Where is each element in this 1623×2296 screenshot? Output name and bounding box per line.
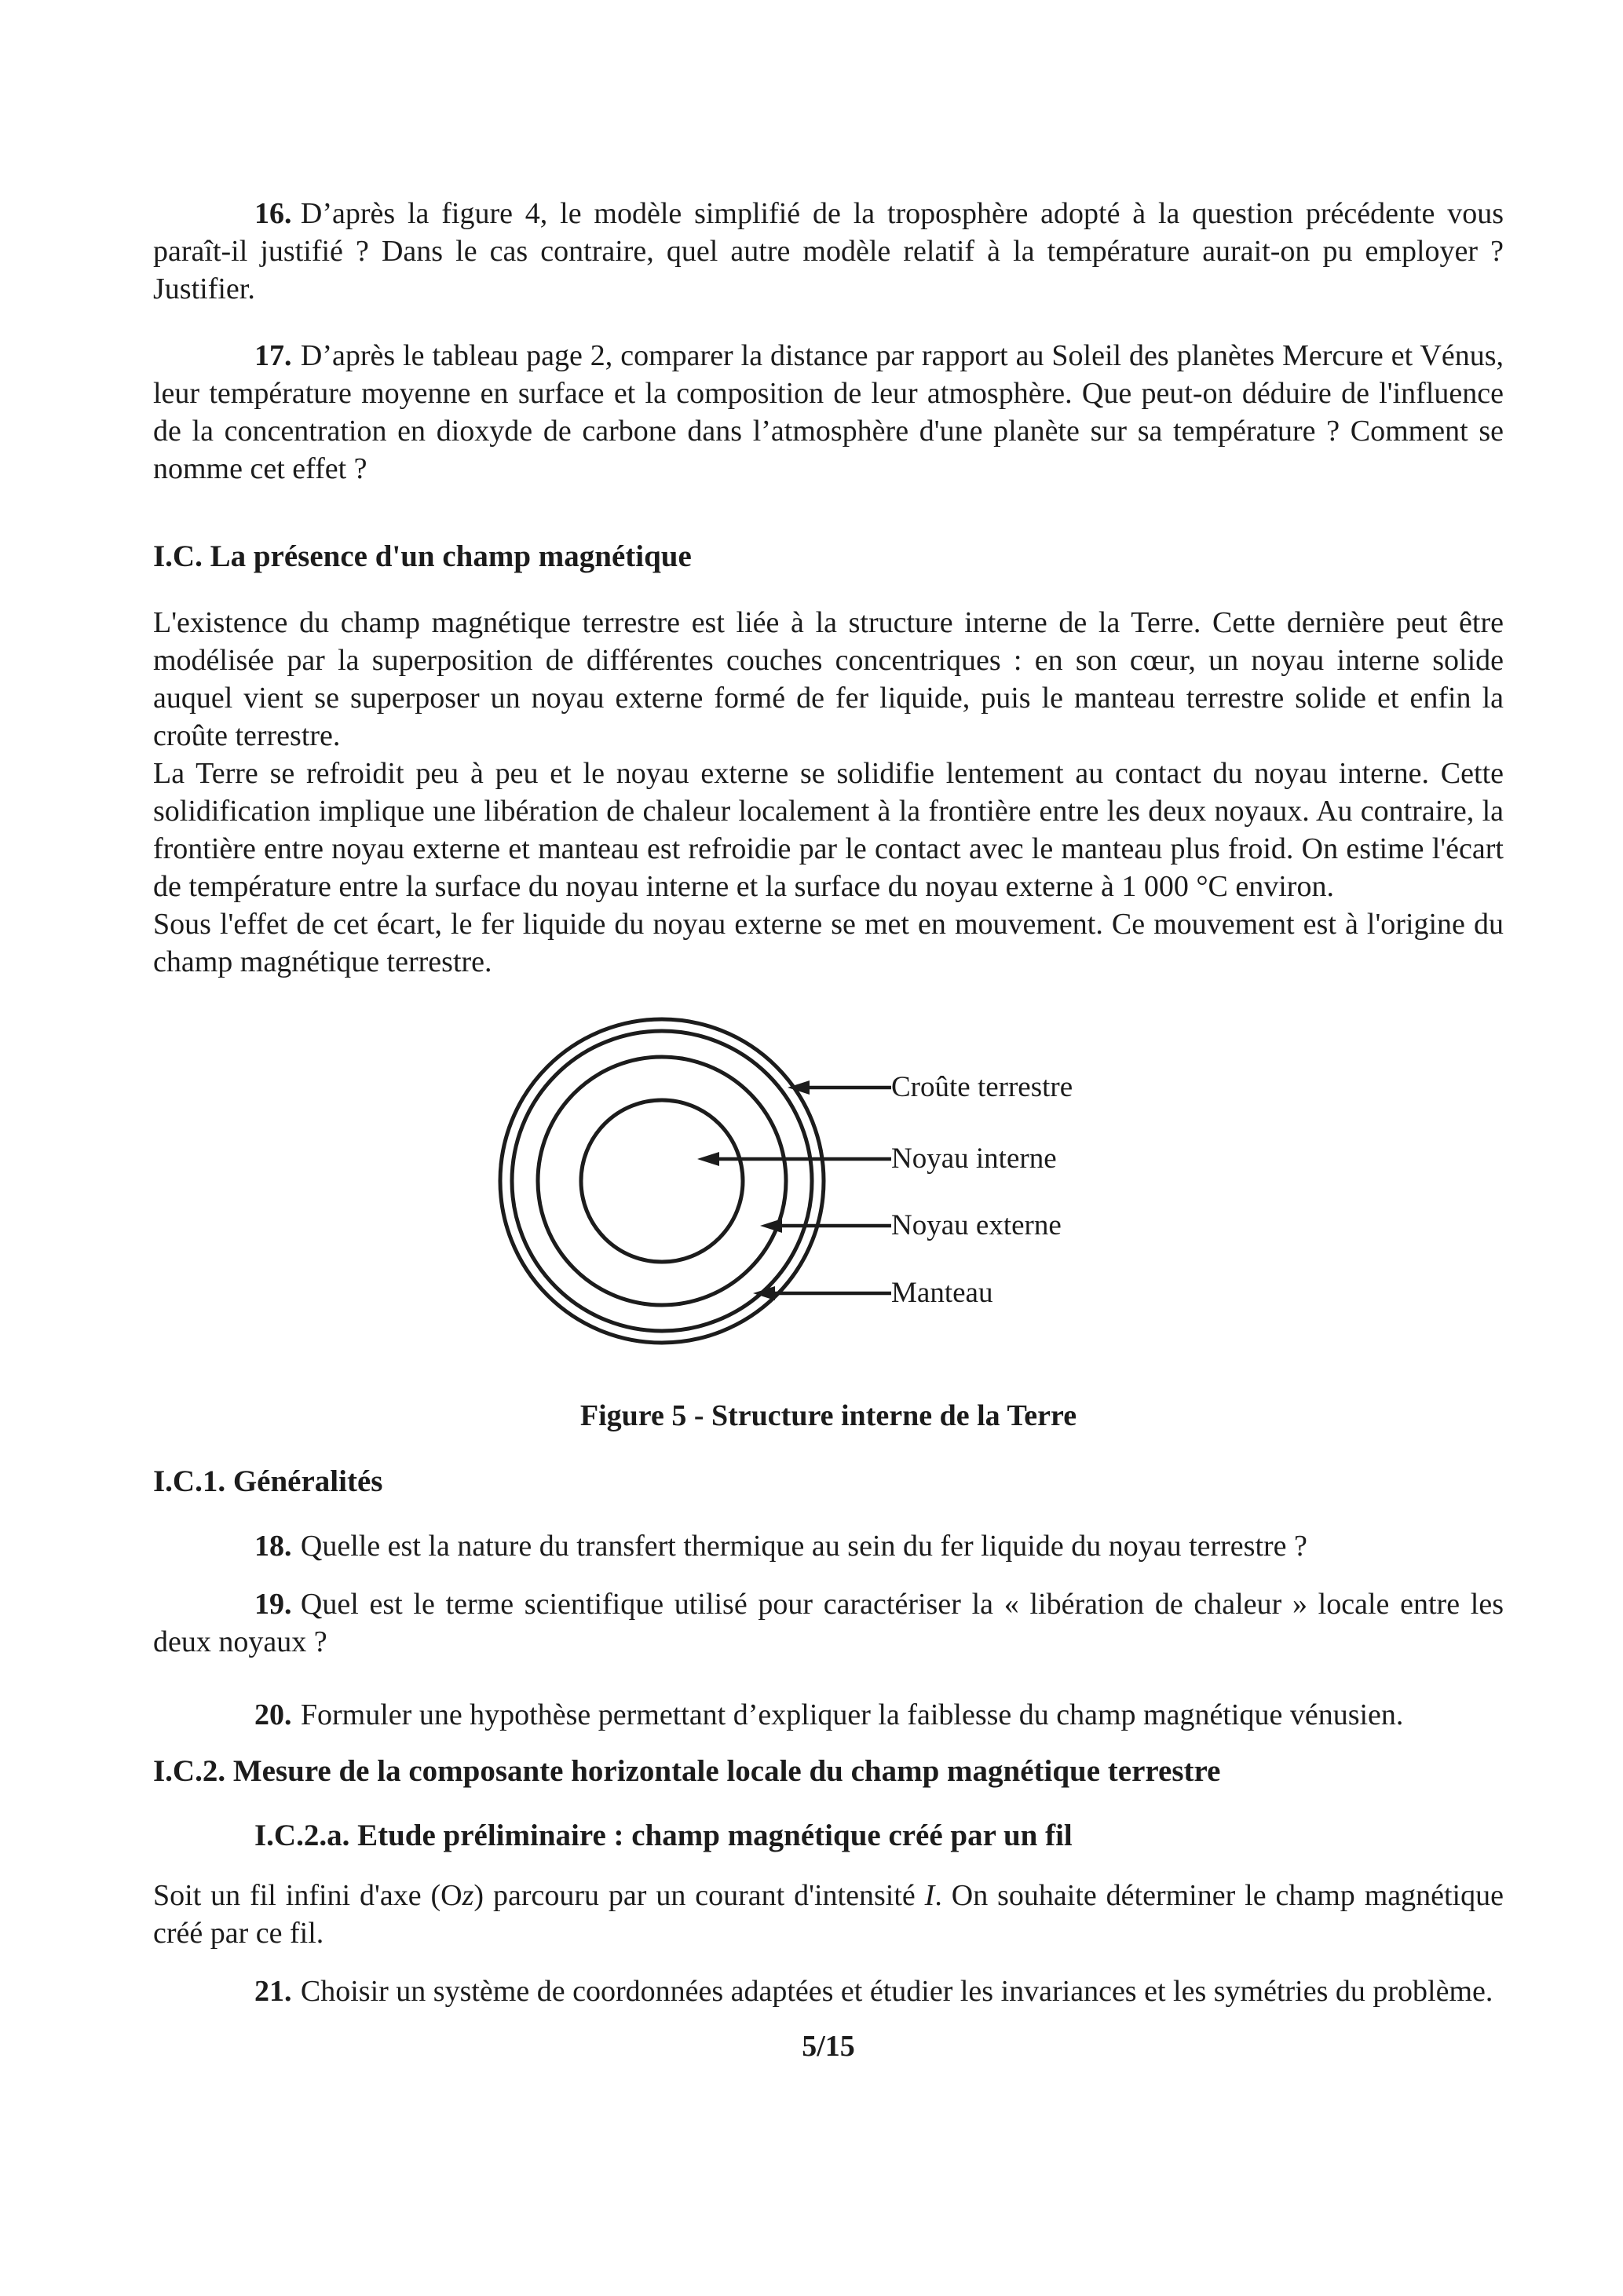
section-heading-ic2: I.C.2. Mesure de la composante horizontale locale du champ magnétique terrestre <box>153 1754 1221 1788</box>
axis-z-symbol: z <box>462 1879 474 1912</box>
question-21-text: Choisir un système de coordonnées adaptées et étudier les invariances et les symétries du problème. <box>300 1975 1493 2008</box>
arrow-noyau-interne-icon <box>697 1152 891 1166</box>
question-19-text: Quel est le terme scientifique utilisé pour caractériser la « libération de chaleur » locale entre les deux noyaux ? <box>153 1588 1504 1658</box>
wire-intro-part5: . On souhaite déterminer le champ magnétique créé par ce fil. <box>153 1879 1504 1950</box>
intro-paragraph-3: Sous l'effet de cet écart, le fer liquide du noyau externe se met en mouvement. Ce mouvement est à l'origine du champ magnétique terrestre. <box>153 908 1504 978</box>
question-18-text: Quelle est la nature du transfert thermique au sein du fer liquide du noyau terrestre ? <box>300 1530 1307 1563</box>
question-16 <box>153 195 1504 308</box>
question-16-number: 16. <box>254 197 292 230</box>
arrow-noyau-externe-icon <box>760 1219 891 1233</box>
question-21 <box>153 1972 1504 2010</box>
intro-paragraph-1: L'existence du champ magnétique terrestre est liée à la structure interne de la Terre. Cette dernière peut être modélisée par la superposition de différentes couches concentriques : en son cœur, un noyau interne solide auquel vient se superposer un noyau externe formé de fer liquide, puis le manteau terrestre solide et enfin la croûte terrestre. <box>153 606 1504 752</box>
section-heading-ic2a: I.C.2.a. Etude préliminaire : champ magnétique créé par un fil <box>254 1819 1073 1852</box>
figure-earth-structure <box>153 1016 1504 1362</box>
figure-caption: Figure 5 - Structure interne de la Terre <box>579 1399 1077 1432</box>
outer-core-circle <box>538 1057 786 1305</box>
section-heading-ic: I.C. La présence d'un champ magnétique <box>153 539 692 573</box>
wire-intro-part1: Soit un fil infini d'axe (O <box>153 1879 462 1912</box>
figure-label-manteau: Manteau <box>891 1277 993 1309</box>
question-17-number: 17. <box>254 339 292 372</box>
question-20-text: Formuler une hypothèse permettant d’expliquer la faiblesse du champ magnétique vénusien. <box>300 1698 1404 1731</box>
earth-structure-diagram <box>483 1016 923 1362</box>
wire-intro-part3: ) parcouru par un courant d'intensité <box>473 1879 925 1912</box>
question-20-number: 20. <box>254 1698 292 1731</box>
section-heading-ic1: I.C.1. Généralités <box>153 1464 383 1498</box>
intro-paragraph-2: La Terre se refroidit peu à peu et le noyau externe se solidifie lentement au contact du noyau interne. Cette solidification implique une libération de chaleur localement à la frontière entre les deux noyaux. Au contraire, la frontière entre noyau externe et manteau est refroidie par le contact avec le manteau plus froid. On estime l'écart de température entre la surface du noyau interne et la surface du noyau externe à 1 000 °C environ. <box>153 757 1504 903</box>
wire-intro-paragraph <box>153 1877 1504 1952</box>
question-18-number: 18. <box>254 1530 292 1563</box>
question-17-text: D’après le tableau page 2, comparer la distance par rapport au Soleil des planètes Mercure et Vénus, leur température moyenne en surface et la composition de leur atmosphère. Que peut-on déduire de l'influence de la concentration en dioxyde de carbone dans l’atmosphère d'une planète sur sa température ? Comment se nomme cet effet ? <box>153 339 1504 485</box>
mantle-outer-circle <box>512 1031 812 1331</box>
inner-core-circle <box>581 1100 743 1262</box>
figure-label-noyau-externe: Noyau externe <box>891 1209 1062 1241</box>
figure-label-croute: Croûte terrestre <box>891 1071 1073 1103</box>
current-intensity-symbol: I <box>924 1879 935 1912</box>
question-21-number: 21. <box>254 1975 292 2008</box>
question-20 <box>153 1696 1504 1734</box>
page-number: 5/15 <box>802 2030 855 2063</box>
question-19 <box>153 1585 1504 1661</box>
question-19-number: 19. <box>254 1588 292 1621</box>
arrow-manteau-icon <box>753 1286 891 1300</box>
question-17 <box>153 337 1504 488</box>
figure-label-noyau-interne: Noyau interne <box>891 1143 1057 1175</box>
arrow-croute-icon <box>788 1080 891 1095</box>
question-18 <box>153 1527 1504 1565</box>
question-16-text: D’après la figure 4, le modèle simplifié de la troposphère adopté à la question précédente vous paraît-il justifié ? Dans le cas contraire, quel autre modèle relatif à la température aurait-on pu employer ? Justifier. <box>153 197 1504 305</box>
